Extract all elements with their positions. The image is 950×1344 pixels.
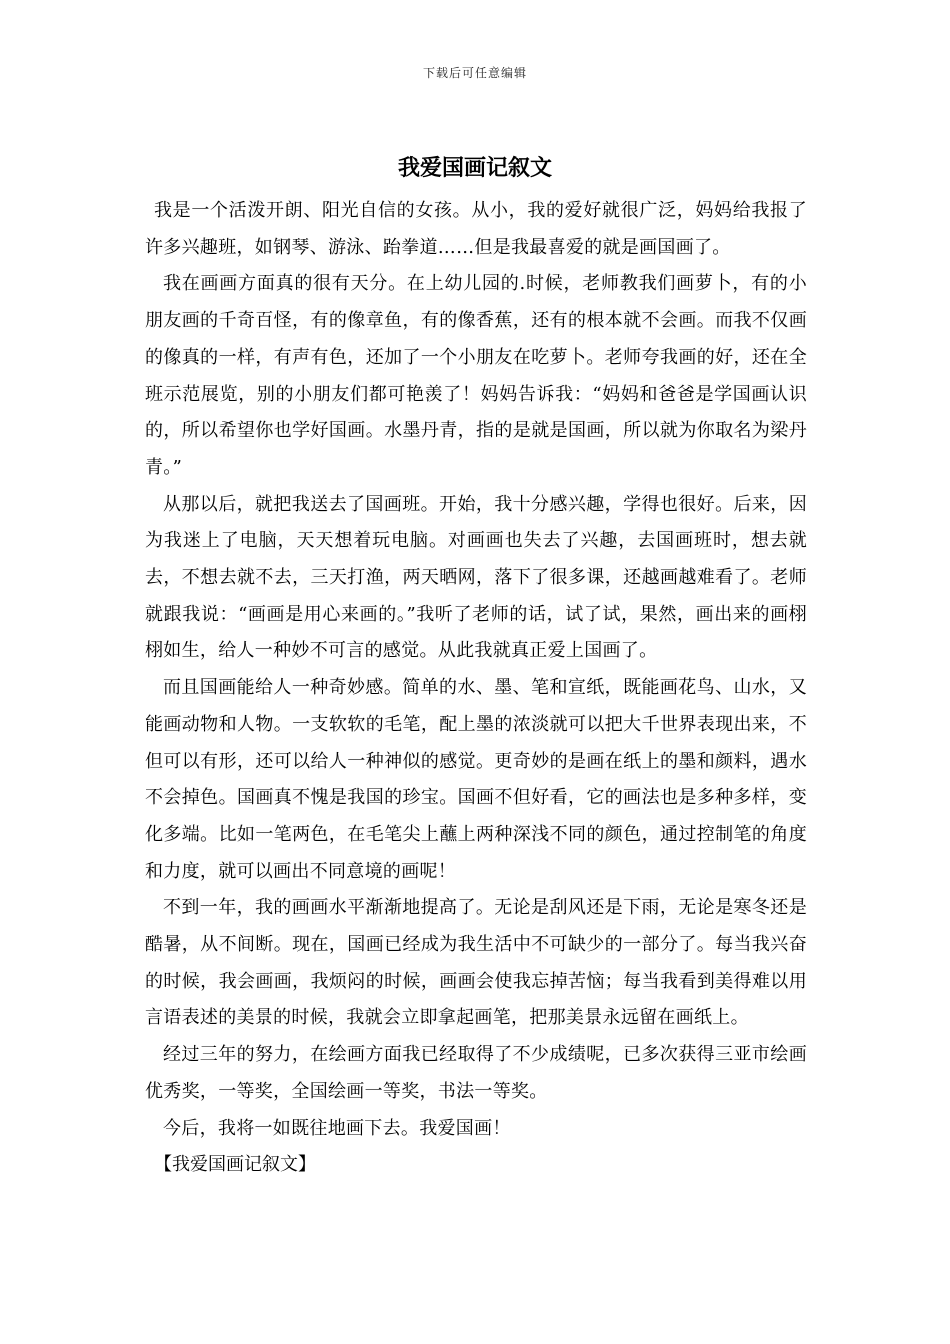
header-note: 下载后可任意编辑 xyxy=(422,66,527,80)
paragraph-1: 我是一个活泼开朗、阳光自信的女孩。从小，我的爱好就很广泛，妈妈给我报了许多兴趣班，如钢琴、游泳、跆拳道……但是我最喜爱的就是画国画了。 xyxy=(145,200,807,258)
paragraph-5: 不到一年，我的画画水平渐渐地提高了。无论是刮风还是下雨，无论是寒冬还是酷暑，从不间断。现在，国画已经成为我生活中不可缺少的一部分了。每当我兴奋的时候，我会画画，我烦闷的时候，画画会使我忘掉苦恼；每当我看到美得难以用言语表述的美景的时候，我就会立即拿起画笔，把那美景永远留在画纸上。 xyxy=(145,897,807,1029)
paragraph-6: 经过三年的努力，在绘画方面我已经取得了不少成绩呢，已多次获得三亚市绘画优秀奖，一等奖，全国绘画一等奖，书法一等奖。 xyxy=(145,1044,807,1102)
footer-tag: 【我爱国画记叙文】 xyxy=(154,1154,316,1176)
paragraph-2: 我在画画方面真的很有天分。在上幼儿园的.时候，老师教我们画萝卜，有的小朋友画的千奇百怪，有的像章鱼，有的像香蕉，还有的根本就不会画。而我不仅画的像真的一样，有声有色，还加了一个小朋友在吃萝卜。老师夸我画的好，还在全班示范展览，别的小朋友们都可艳羡了！妈妈告诉我：“妈妈和爸爸是学国画认识的，所以希望你也学好国画。水墨丹青，指的是就是国画，所以就为你取名为梁丹青。” xyxy=(145,273,807,478)
essay-body xyxy=(145,193,807,1184)
paragraph-7: 今后，我将一如既往地画下去。我爱国画！ xyxy=(163,1117,511,1139)
paragraph-3: 从那以后，就把我送去了国画班。开始，我十分感兴趣，学得也很好。后来，因为我迷上了电脑，天天想着玩电脑。对画画也失去了兴趣，去国画班时，想去就去，不想去就不去，三天打渔，两天晒网，落下了很多课，还越画越难看了。老师就跟我说：“画画是用心来画的。”我听了老师的话，试了试，果然，画出来的画栩栩如生，给人一种妙不可言的感觉。从此我就真正爱上国画了。 xyxy=(145,493,807,662)
paragraph-4: 而且国画能给人一种奇妙感。简单的水、墨、笔和宣纸，既能画花鸟、山水，又能画动物和人物。一支软软的毛笔，配上墨的浓淡就可以把大千世界表现出来，不但可以有形，还可以给人一种神似的感觉。更奇妙的是画在纸上的墨和颜料，遇水不会掉色。国画真不愧是我国的珍宝。国画不但好看，它的画法也是多种多样，变化多端。比如一笔两色，在毛笔尖上蘸上两种深浅不同的颜色，通过控制笔的角度和力度，就可以画出不同意境的画呢！ xyxy=(145,677,807,882)
page-title: 我爱国画记叙文 xyxy=(397,155,552,181)
